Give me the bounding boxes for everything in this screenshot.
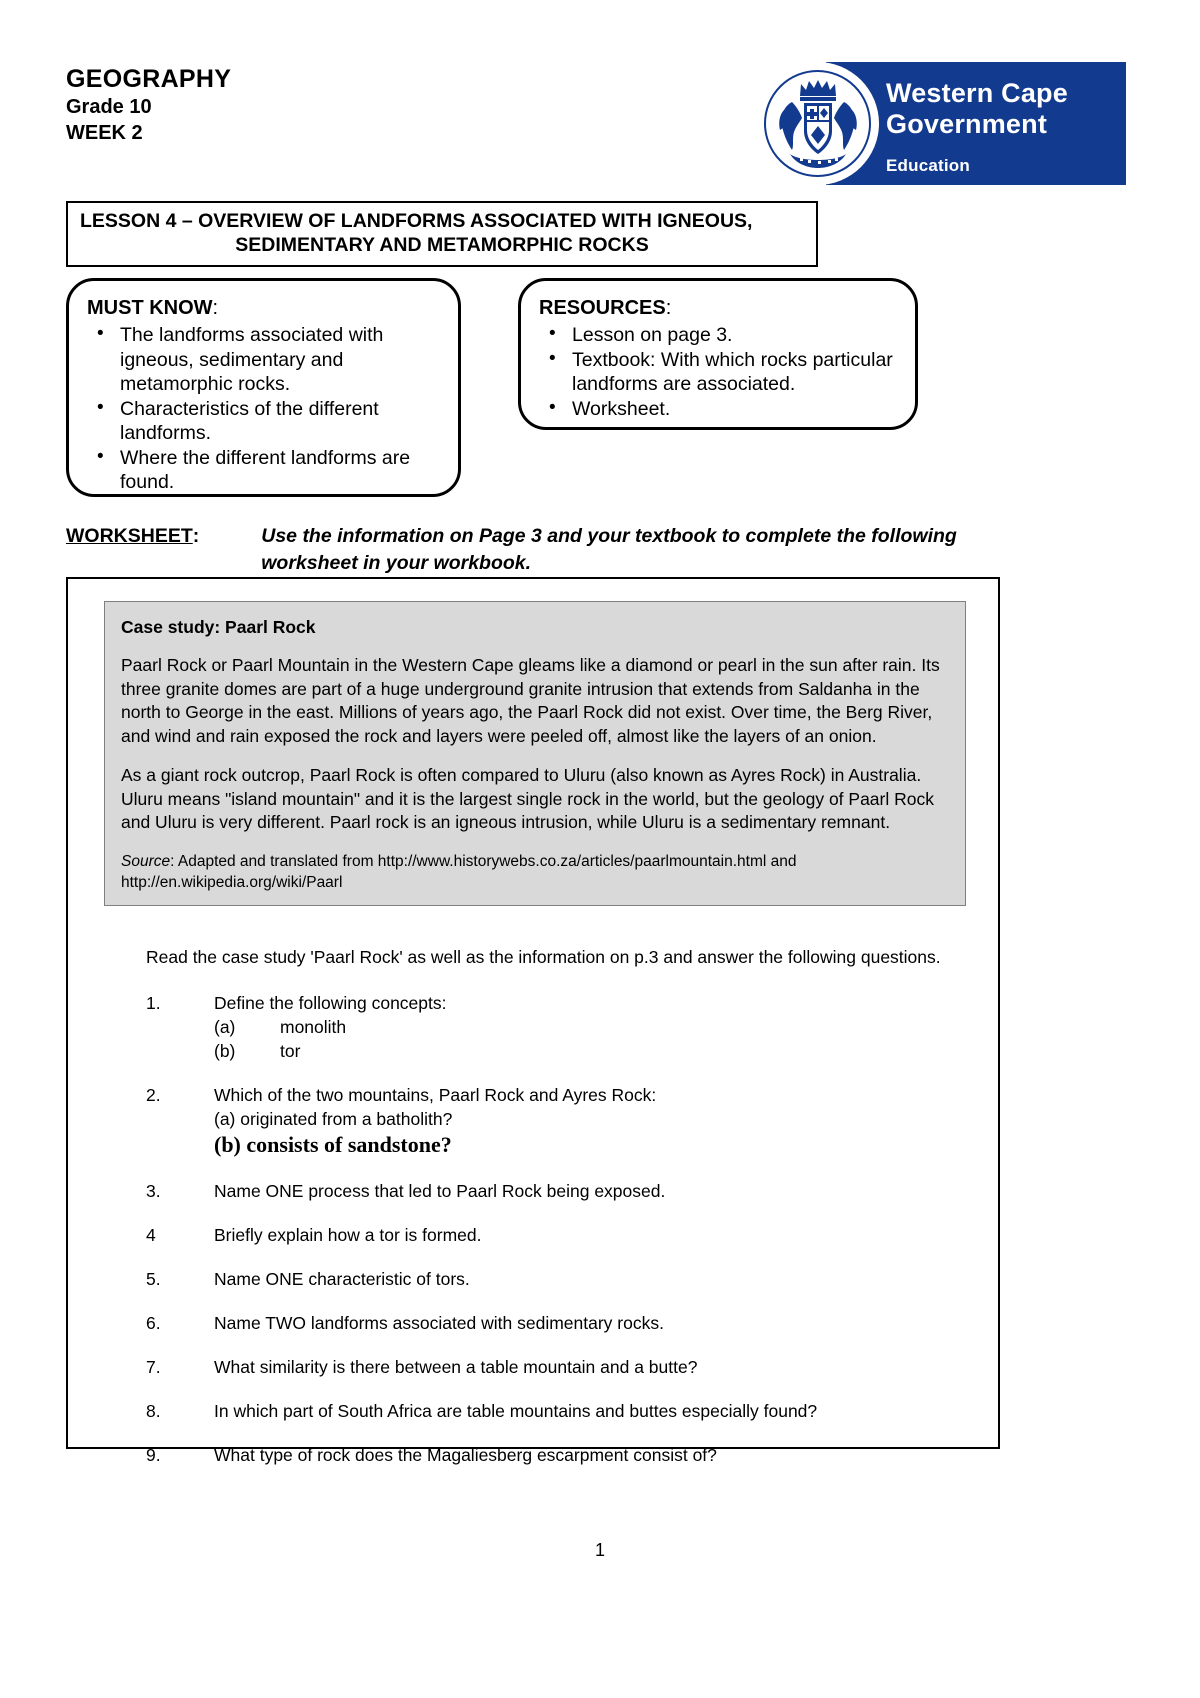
question-text: In which part of South Africa are table mountains and buttes especially found? [214,1401,818,1421]
question-subitem-text: monolith [280,1017,347,1037]
question-text: Name ONE process that led to Paarl Rock being exposed. [214,1181,666,1201]
case-study-title: Case study: Paarl Rock [121,617,316,637]
resources-item: • Textbook: With which rocks particular landforms are associated. [539,348,901,397]
lesson-title-box [66,201,818,267]
question-text: Name ONE characteristic of tors. [214,1269,470,1289]
lesson-title [76,209,808,257]
question-number: 6. [146,1313,161,1333]
question-number: 8. [146,1401,161,1421]
grade-label: Grade 10 [66,96,152,118]
case-study-source-text: : Adapted and translated from http://www.historywebs.co.za/articles/paarlmountain.html and http://en.wikipedia.org/wiki/Paarl [121,852,797,891]
resources-item: • Lesson on page 3. [539,323,901,348]
case-study-box [104,601,966,906]
question-body [214,1443,986,1467]
must-know-item: • Characteristics of the different landforms. [87,397,444,446]
question-text: Name TWO landforms associated with sedimentary rocks. [214,1313,664,1333]
question-body [214,991,986,1063]
resources-item: • Worksheet. [539,397,901,422]
logo-line-2: Government [886,109,1048,139]
question-item [146,1083,986,1159]
question-text: What type of rock does the Magaliesberg escarpment consist of? [214,1445,717,1465]
question-item [146,1355,986,1379]
subject-title: GEOGRAPHY [66,65,232,93]
header-titles [66,62,231,146]
lesson-title-line-2: SEDIMENTARY AND METAMORPHIC ROCKS [235,234,649,256]
question-subitem: (b) consists of sandstone? [214,1132,452,1157]
question-item [146,1311,986,1335]
question-text: What similarity is there between a table mountain and a butte? [214,1357,698,1377]
question-body [214,1311,986,1335]
question-body [214,1083,986,1159]
question-text: Define the following concepts: [214,993,447,1013]
question-body [214,1267,986,1291]
must-know-heading [87,295,444,321]
question-number: 5. [146,1269,161,1289]
resources-heading-text: RESOURCES [539,297,666,319]
case-study-source [121,851,949,893]
question-number: 7. [146,1357,161,1377]
question-item [146,1223,986,1247]
must-know-item: • The landforms associated with igneous, sedimentary and metamorphic rocks. [87,323,444,397]
questions-intro: Read the case study 'Paarl Rock' as well as the information on p.3 and answer the following questions. [146,947,941,967]
question-item [146,1179,986,1203]
must-know-box [66,278,461,497]
logo-line-3: Education [886,156,970,175]
question-subitem-text: tor [280,1041,301,1061]
question-item [146,1267,986,1291]
must-know-item: • Where the different landforms are found. [87,446,444,495]
logo-disc [756,62,879,185]
question-body [214,1399,986,1423]
resources-box [518,278,918,430]
lesson-title-line-1: LESSON 4 – OVERVIEW OF LANDFORMS ASSOCIATED WITH IGNEOUS, [80,210,753,232]
question-item [146,991,986,1063]
worksheet-label: WORKSHEET [66,525,193,547]
question-body [214,1179,986,1203]
question-text: Briefly explain how a tor is formed. [214,1225,482,1245]
question-subitem-label: (b) [214,1041,236,1061]
page-header [66,62,1136,185]
worksheet-frame [66,577,1000,1465]
question-number: 4 [146,1225,156,1245]
worksheet-instruction-text: Use the information on Page 3 and your textbook to complete the following worksheet in your workbook. [261,525,957,574]
question-number: 9. [146,1445,161,1465]
question-item [146,1443,986,1467]
worksheet-label-colon: : [192,525,200,547]
question-subitem: (a) originated from a batholith? [214,1109,453,1129]
question-number: 1. [146,993,161,1013]
resources-heading-colon: : [665,297,672,319]
question-number: 3. [146,1181,161,1201]
question-number: 2. [146,1085,161,1105]
case-study-paragraph: Paarl Rock or Paarl Mountain in the Western Cape gleams like a diamond or pearl in the sun after rain. Its three granite domes are part of a huge underground granite intrusion that extends from Saldanha in the north to George in the east. Millions of years ago, the Paarl Rock did not exist. Over time, the Berg River, and wind and rain exposed the rock and layers were peeled off, almost like the layers of an onion. [121,655,940,746]
resources-list [539,323,901,421]
must-know-heading-colon: : [212,297,219,319]
case-study-paragraph: As a giant rock outcrop, Paarl Rock is often compared to Uluru (also known as Ayres Rock) in Australia. Uluru means "island mountain" and it is the largest single rock in the world, but the geology of Paarl Rock and Uluru is very different. Paarl rock is an igneous intrusion, while Uluru is a sedimentary remnant. [121,765,934,832]
case-study-source-label: Source [121,852,171,870]
question-text: Which of the two mountains, Paarl Rock and Ayres Rock: [214,1085,657,1105]
question-subitem [214,1039,986,1063]
must-know-list [87,323,444,495]
resources-heading [539,295,901,321]
question-body [214,1223,986,1247]
question-body [214,1355,986,1379]
question-subitem-label: (a) [214,1017,236,1037]
western-cape-government-logo [756,62,1126,185]
logo-wordmark [886,78,1068,176]
page-number: 1 [594,1540,605,1560]
question-item [146,1399,986,1423]
week-label: WEEK 2 [66,122,143,144]
questions-section [146,945,986,1487]
question-subitem [214,1015,986,1039]
logo-line-1: Western Cape [886,78,1068,108]
must-know-heading-text: MUST KNOW [87,297,213,319]
worksheet-instruction-row [66,523,1066,577]
coat-of-arms-icon [774,76,862,171]
